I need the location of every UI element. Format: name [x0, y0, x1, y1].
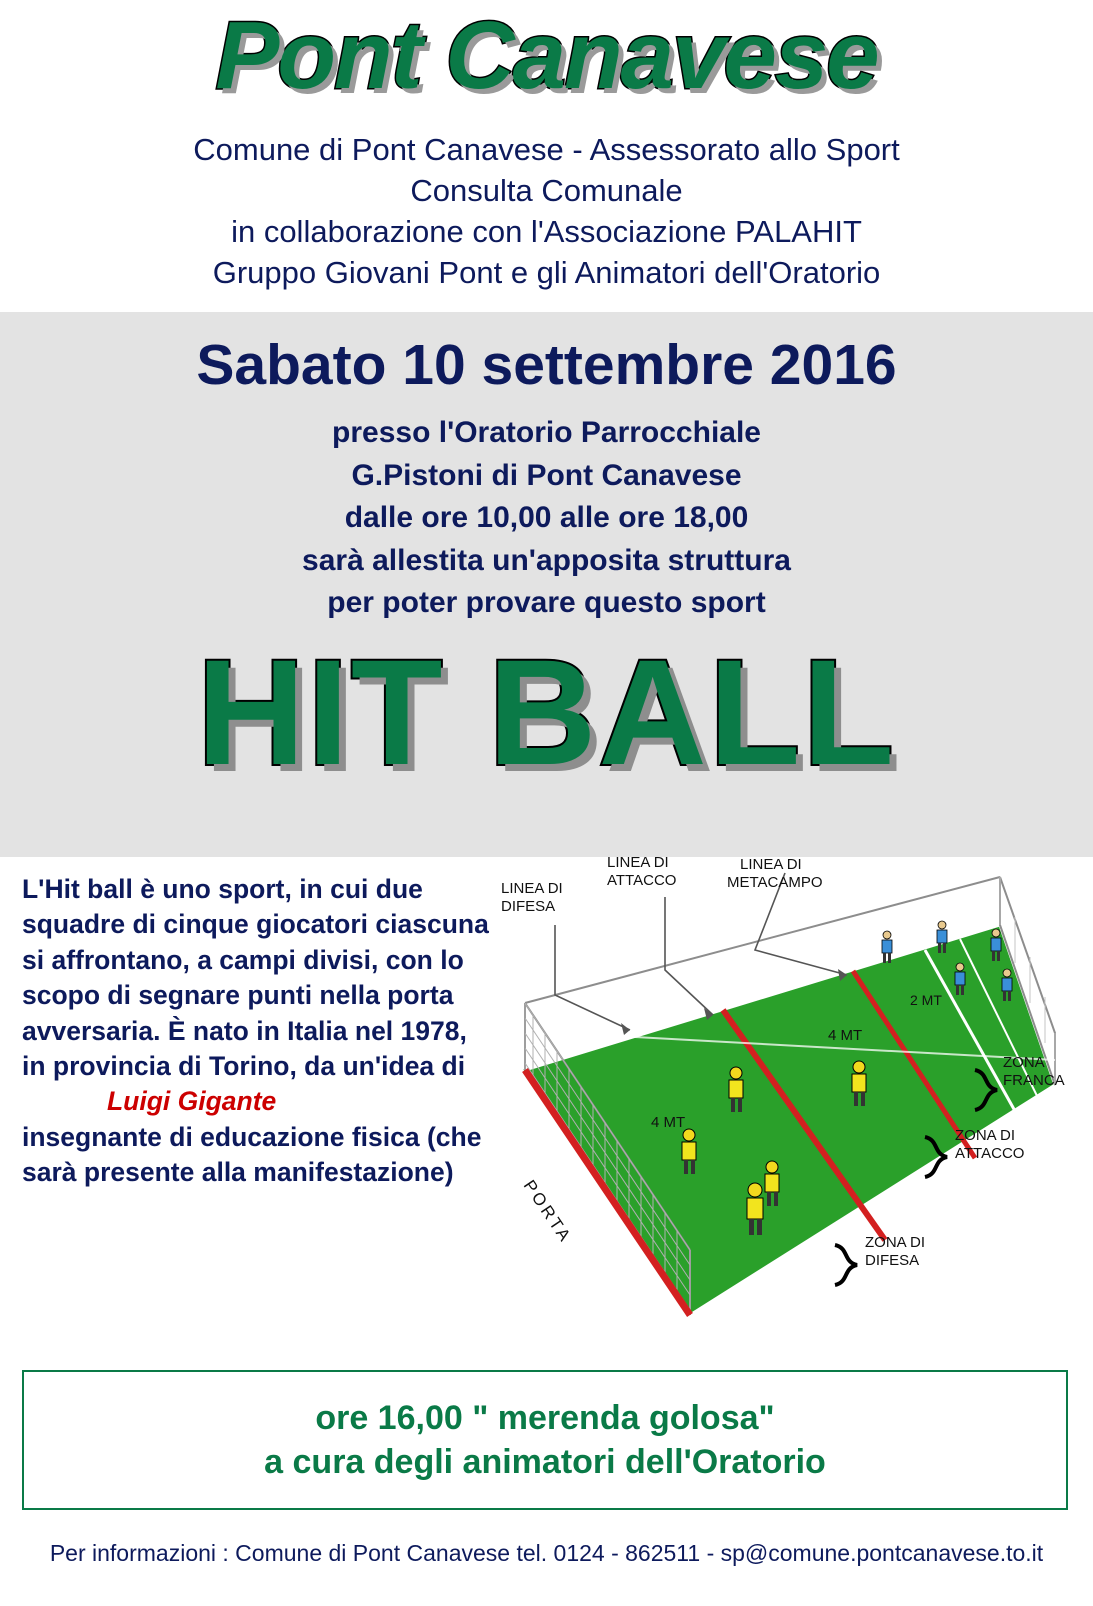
- zona-attacco-label-line2: ATTACCO: [955, 1145, 1025, 1162]
- linea-difesa-label-line1: LINEA DI: [501, 880, 563, 897]
- court-surface: [525, 925, 1055, 1315]
- event-detail-5: per poter provare questo sport: [327, 586, 766, 620]
- zona-franca-label-line1: ZONA: [1003, 1054, 1045, 1071]
- organizer-block: [0, 130, 1093, 294]
- distance-label-4mt-a: 4 MT: [828, 1027, 863, 1044]
- linea-metacampo-label-line2: METACAMPO: [727, 874, 823, 891]
- description-part-2: insegnante di educazione fisica (che sarà presente alla manifestazione): [22, 1121, 482, 1187]
- zona-franca-label-line2: FRANCA: [1003, 1072, 1065, 1089]
- description-highlight: Luigi Gigante: [107, 1086, 277, 1117]
- porta-label: PORTA: [519, 1176, 576, 1247]
- merenda-line-2: a cura degli animatori dell'Oratorio: [264, 1443, 826, 1481]
- merenda-line-1: ore 16,00 " merenda golosa": [315, 1398, 775, 1437]
- event-date: Sabato 10 settembre 2016: [196, 333, 897, 397]
- linea-difesa-label-line2: DIFESA: [501, 898, 556, 915]
- zona-attacco-label-line1: ZONA DI: [955, 1127, 1016, 1144]
- title-band: [0, 0, 1093, 312]
- page-title: Pont Canavese: [215, 2, 878, 109]
- event-band: [0, 312, 1093, 857]
- arrow-head: [621, 1023, 630, 1035]
- court-diagram: [455, 855, 1085, 1355]
- footer-contact: Per informazioni : Comune di Pont Canavese tel. 0124 - 862511 - sp@comune.pontcanavese.to.it: [49, 1540, 1044, 1566]
- zona-difesa-label-line1: ZONA DI: [865, 1234, 926, 1251]
- event-detail-1: presso l'Oratorio Parrocchiale: [332, 416, 761, 449]
- description-part-1: L'Hit ball è uno sport, in cui due squadre di cinque giocatori ciascuna si affrontano, a campi divisi, con lo scopo di segnare punti nella porta avversaria. È nato in Italia nel 1978, in provincia di Torino, da un'idea di: [22, 874, 489, 1081]
- event-detail-3: dalle ore 10,00 alle ore 18,00: [344, 501, 749, 535]
- merenda-box: [22, 1370, 1068, 1510]
- sport-description: [22, 872, 492, 1190]
- distance-label-2mt: 2 MT: [910, 992, 942, 1008]
- linea-metacampo-label-line1: LINEA DI: [740, 856, 802, 873]
- organizer-line-4: Gruppo Giovani Pont e gli Animatori dell'Oratorio: [212, 254, 881, 290]
- organizer-line-1: Comune di Pont Canavese - Assessorato allo Sport: [193, 132, 900, 167]
- sport-title: HIT BALL: [196, 628, 897, 796]
- organizer-line-2: Consulta Comunale: [410, 172, 683, 208]
- linea-attacco-label-line2: ATTACCO: [607, 872, 677, 889]
- organizer-line-3: in collaborazione con l'Associazione PALAHIT: [231, 213, 862, 249]
- distance-label-4mt-b: 4 MT: [651, 1114, 686, 1131]
- event-detail-2: G.Pistoni di Pont Canavese: [351, 458, 742, 492]
- event-details: [0, 412, 1093, 625]
- zona-difesa-label-line2: DIFESA: [865, 1252, 920, 1269]
- linea-attacco-label-line1: LINEA DI: [607, 855, 669, 871]
- event-detail-4: sarà allestita un'apposita struttura: [302, 543, 791, 577]
